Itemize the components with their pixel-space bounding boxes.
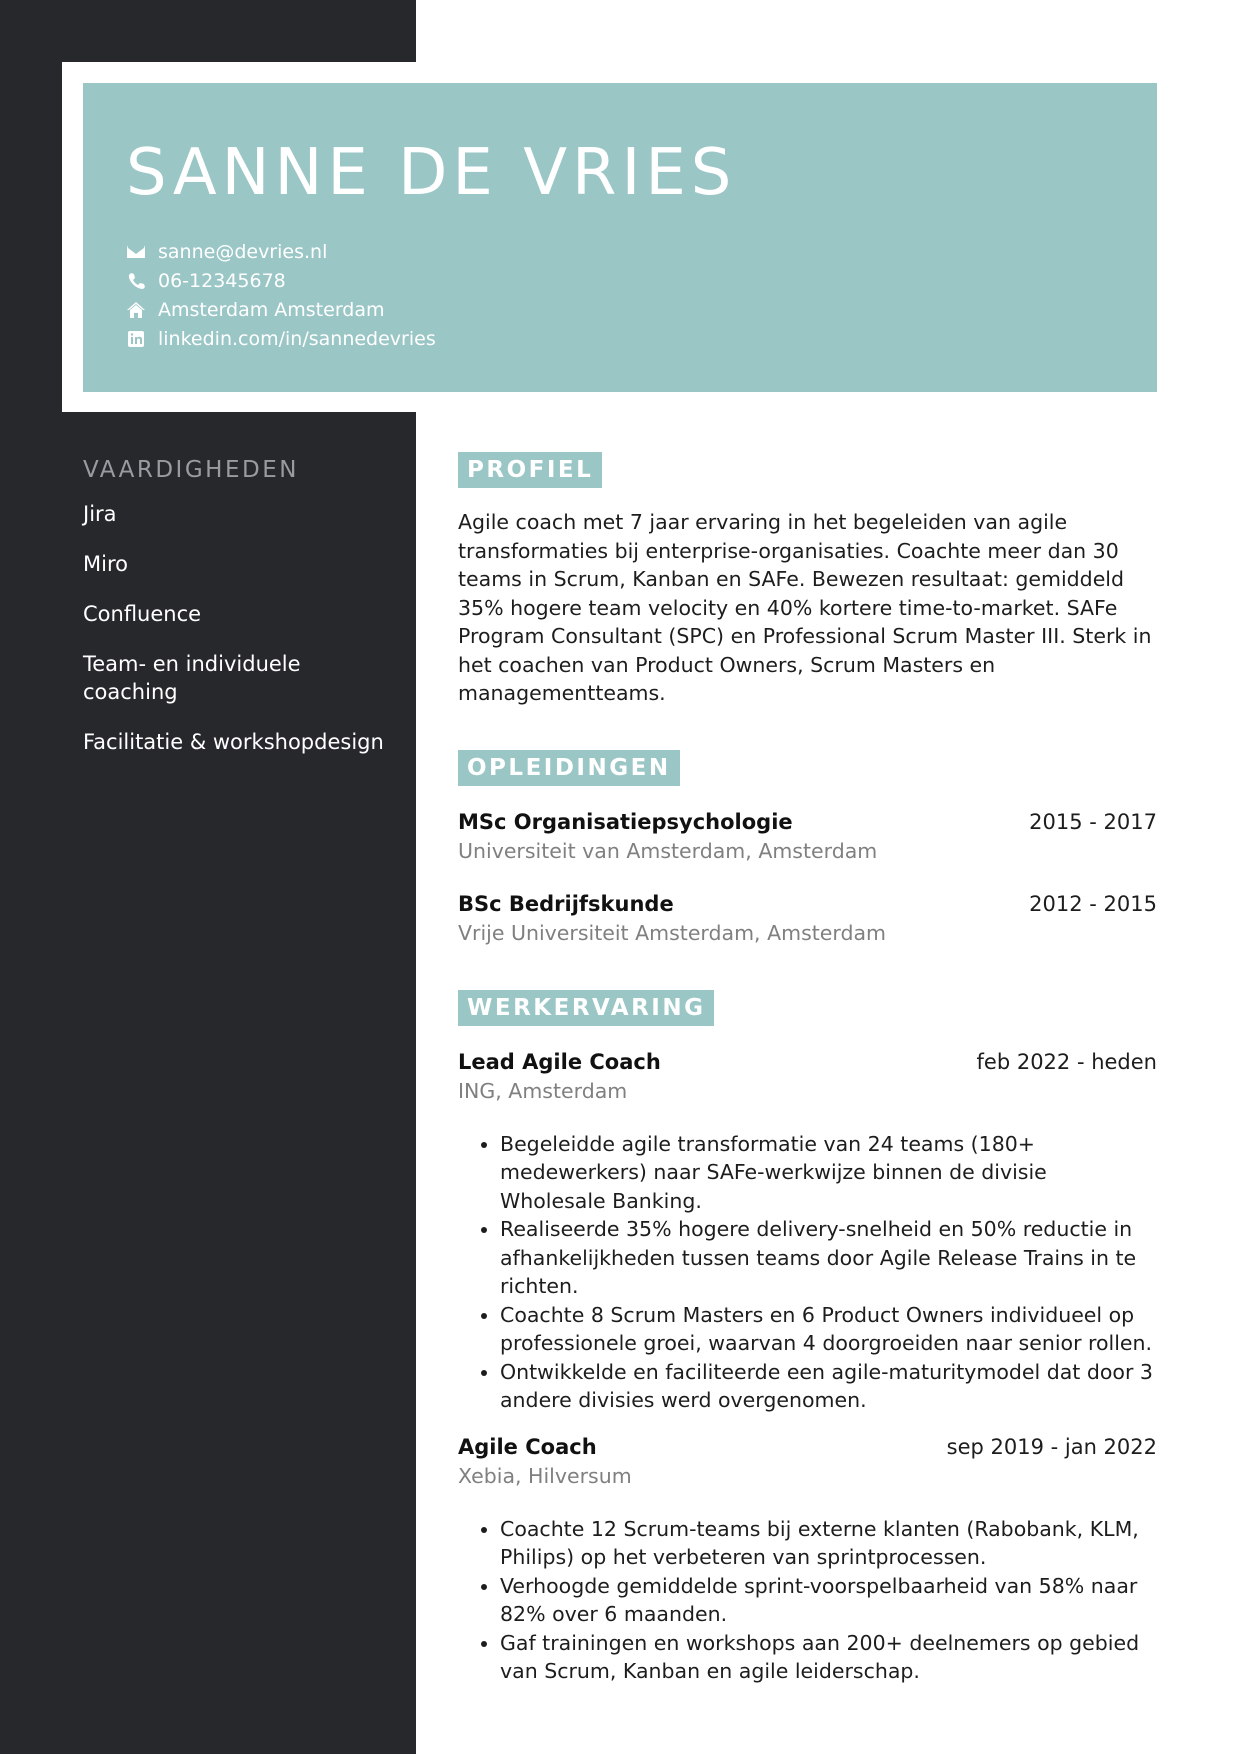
skills-section [83,452,393,778]
candidate-name: SANNE DE VRIES [126,136,737,210]
contact-location-text: Amsterdam Amsterdam [158,298,385,321]
job-bullet: • Begeleidde agile transformatie van 24 teams (180+ medewerkers) naar SAFe-werkwijze binnen de divisie Wholesale Banking. [500,1130,1157,1216]
profile-heading: PROFIEL [458,452,602,488]
skill-item: Miro [83,552,128,576]
skill-item: Confluence [83,602,202,626]
contact-linkedin[interactable] [126,324,1157,353]
skill-item: Facilitatie & workshopdesign [83,730,384,754]
job-title: Lead Agile Coach [458,1049,661,1074]
education-dates: 2012 - 2015 [1029,891,1157,916]
skills-list [83,500,393,756]
linkedin-icon [126,329,146,349]
job-bullet: • Coachte 8 Scrum Masters en 6 Product Owners individueel op professionele groei, waarvan 4 doorgroeiden naar senior rollen. [500,1301,1157,1358]
main-content [458,452,1157,1686]
home-icon [126,300,146,320]
contact-email-text: sanne@devries.nl [158,240,328,263]
degree-title: MSc Organisatiepsychologie [458,809,793,834]
contact-email[interactable] [126,237,1157,266]
phone-icon [126,271,146,291]
envelope-icon [126,242,146,262]
profile-section [458,452,1157,708]
education-entry [458,808,1157,866]
education-section [458,750,1157,948]
job-bullets [458,1515,1157,1686]
profile-text: Agile coach met 7 jaar ervaring in het begeleiden van agile transformaties bij enterprise-organisaties. Coachte meer dan 30 teams in Scrum, Kanban en SAFe. Bewezen resultaat: gemiddeld 35% hogere team velocity en 40% kortere time-to-market. SAFe Program Consultant (SPC) en Professional Scrum Master III. Sterk in het coachen van Product Owners, Scrum Masters en managementteams. [458,510,1152,705]
contact-location [126,295,1157,324]
experience-heading: WERKERVARING [458,990,714,1026]
institution: Universiteit van Amsterdam, Amsterdam [458,838,878,863]
education-entry [458,890,1157,948]
institution: Vrije Universiteit Amsterdam, Amsterdam [458,920,887,945]
contact-phone[interactable] [126,266,1157,295]
contact-linkedin-text: linkedin.com/in/sannedevries [158,327,436,350]
education-dates: 2015 - 2017 [1029,809,1157,834]
degree-title: BSc Bedrijfskunde [458,891,674,916]
job-entry [458,1048,1157,1415]
job-company: ING, Amsterdam [458,1078,628,1103]
education-heading: OPLEIDINGEN [458,750,680,786]
job-bullet: • Verhoogde gemiddelde sprint-voorspelbaarheid van 58% naar 82% over 6 maanden. [500,1572,1157,1629]
job-entry [458,1433,1157,1686]
skills-heading: VAARDIGHEDEN [83,457,299,483]
experience-section [458,990,1157,1686]
contact-phone-text: 06-12345678 [158,269,286,292]
job-bullets [458,1130,1157,1415]
skill-item: Team- en individuele coaching [83,652,301,704]
job-dates: sep 2019 - jan 2022 [946,1434,1157,1459]
header [83,83,1157,392]
job-company: Xebia, Hilversum [458,1463,632,1488]
skill-item: Jira [83,502,117,526]
job-bullet: • Ontwikkelde en faciliteerde een agile-maturitymodel dat door 3 andere divisies werd overgenomen. [500,1358,1157,1415]
job-bullet: • Gaf trainingen en workshops aan 200+ deelnemers op gebied van Scrum, Kanban en agile leiderschap. [500,1629,1157,1686]
job-dates: feb 2022 - heden [976,1049,1157,1074]
job-title: Agile Coach [458,1434,597,1459]
job-bullet: • Coachte 12 Scrum-teams bij externe klanten (Rabobank, KLM, Philips) op het verbeteren van sprintprocessen. [500,1515,1157,1572]
contact-list [126,237,1157,353]
job-bullet: • Realiseerde 35% hogere delivery-snelheid en 50% reductie in afhankelijkheden tussen teams door Agile Release Trains in te richten. [500,1215,1157,1301]
